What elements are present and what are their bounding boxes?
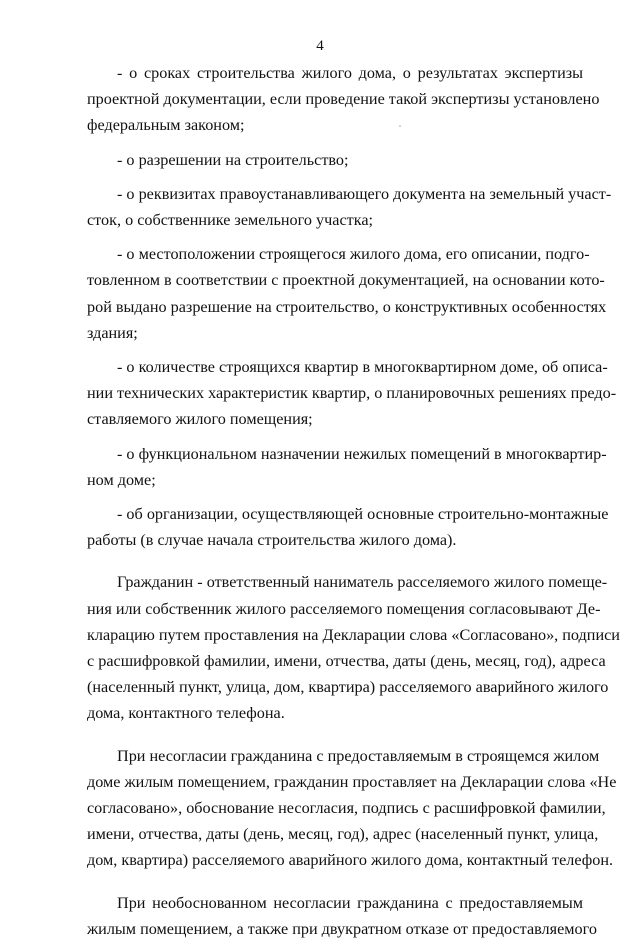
- text-line: товленном в соответствии с проектной документацией, на основании кото-: [87, 271, 605, 290]
- text-line: ставляемого жилого помещения;: [87, 410, 313, 429]
- text-line: нии технических характеристик квартир, о планировочных решениях предо-: [87, 384, 617, 403]
- paragraph-gap: [87, 346, 583, 354]
- bullet-item: [87, 241, 607, 346]
- text-line: - о местоположении строящегося жилого дома, его описании, подго-: [117, 245, 590, 264]
- paragraph-gap: [87, 173, 583, 181]
- bullet-item: [87, 147, 583, 173]
- paragraph: [87, 569, 620, 726]
- paragraph: [87, 743, 617, 874]
- text-line: имени, отчества, даты (день, месяц, год), адрес (населенный пункт, улица,: [87, 825, 599, 844]
- paragraph-gap: [87, 727, 583, 743]
- bullet-item: [87, 354, 617, 433]
- text-line: работы (в случае начала строительства жилого дома).: [87, 531, 457, 550]
- page-number: 4: [316, 38, 324, 54]
- text-line: - о количестве строящихся квартир в многоквартирном доме, об описа-: [117, 358, 608, 377]
- bullet-item: [87, 181, 612, 233]
- text-line: сток, о собственнике земельного участка;: [87, 211, 374, 230]
- text-line: При несогласии гражданина с предоставляемым в строящемся жилом: [117, 746, 600, 765]
- text-line: жилым помещением, а также при двукратном отказе от предоставляемого: [87, 919, 597, 938]
- paragraph-gap: [87, 139, 583, 147]
- text-line: проектной документации, если проведение такой экспертизы установлено: [87, 90, 600, 109]
- paragraph-gap: [87, 553, 583, 569]
- text-line: ном доме;: [87, 470, 156, 489]
- text-line: При необоснованном несогласии гражданина с предоставляемым: [117, 893, 583, 912]
- text-line: федеральным законом;: [87, 116, 245, 135]
- paragraph-gap: [87, 433, 583, 441]
- text-line: дома, контактного телефона.: [87, 704, 285, 723]
- text-line: ния или собственник жилого расселяемого помещения согласовывают Де-: [87, 599, 601, 618]
- paragraph-gap: [87, 874, 583, 890]
- paragraph-gap: [87, 493, 583, 501]
- text-line: здания;: [87, 323, 138, 342]
- text-line: - о сроках строительства жилого дома, о результатах экспертизы: [117, 64, 583, 82]
- paragraph: [87, 890, 597, 942]
- bullet-item: [87, 60, 600, 139]
- text-line: дом, квартира) расселяемого аварийного жилого дома, контактный телефон.: [87, 851, 614, 870]
- text-line: кларацию путем проставления на Декларации слова «Согласовано», подписи: [87, 625, 620, 644]
- text-line: - об организации, осуществляющей основные строительно-монтажные: [117, 505, 609, 524]
- text-line: (населенный пункт, улица, дом, квартира) расселяемого аварийного жилого: [87, 678, 609, 697]
- bullet-item: [87, 441, 607, 493]
- paragraph-gap: [87, 233, 583, 241]
- text-line: согласовано», обоснование несогласия, подпись с расшифровкой фамилии,: [87, 799, 606, 818]
- text-line: - о разрешении на строительство;: [117, 150, 349, 169]
- text-line: с расшифровкой фамилии, имени, отчества, даты (день, месяц, год), адреса: [87, 652, 606, 671]
- text-line: Гражданин - ответственный наниматель расселяемого жилого помеще-: [117, 573, 608, 592]
- bullet-item: [87, 501, 609, 553]
- text-line: - о функциональном назначении нежилых помещений в многоквартир-: [117, 444, 607, 463]
- document-body: [87, 60, 620, 942]
- text-line: рой выдано разрешение на строительство, о конструктивных особенностях: [87, 297, 607, 316]
- text-line: доме жилым помещением, гражданин проставляет на Декларации слова «Не: [87, 772, 617, 791]
- text-line: - о реквизитах правоустанавливающего документа на земельный участ-: [117, 184, 612, 203]
